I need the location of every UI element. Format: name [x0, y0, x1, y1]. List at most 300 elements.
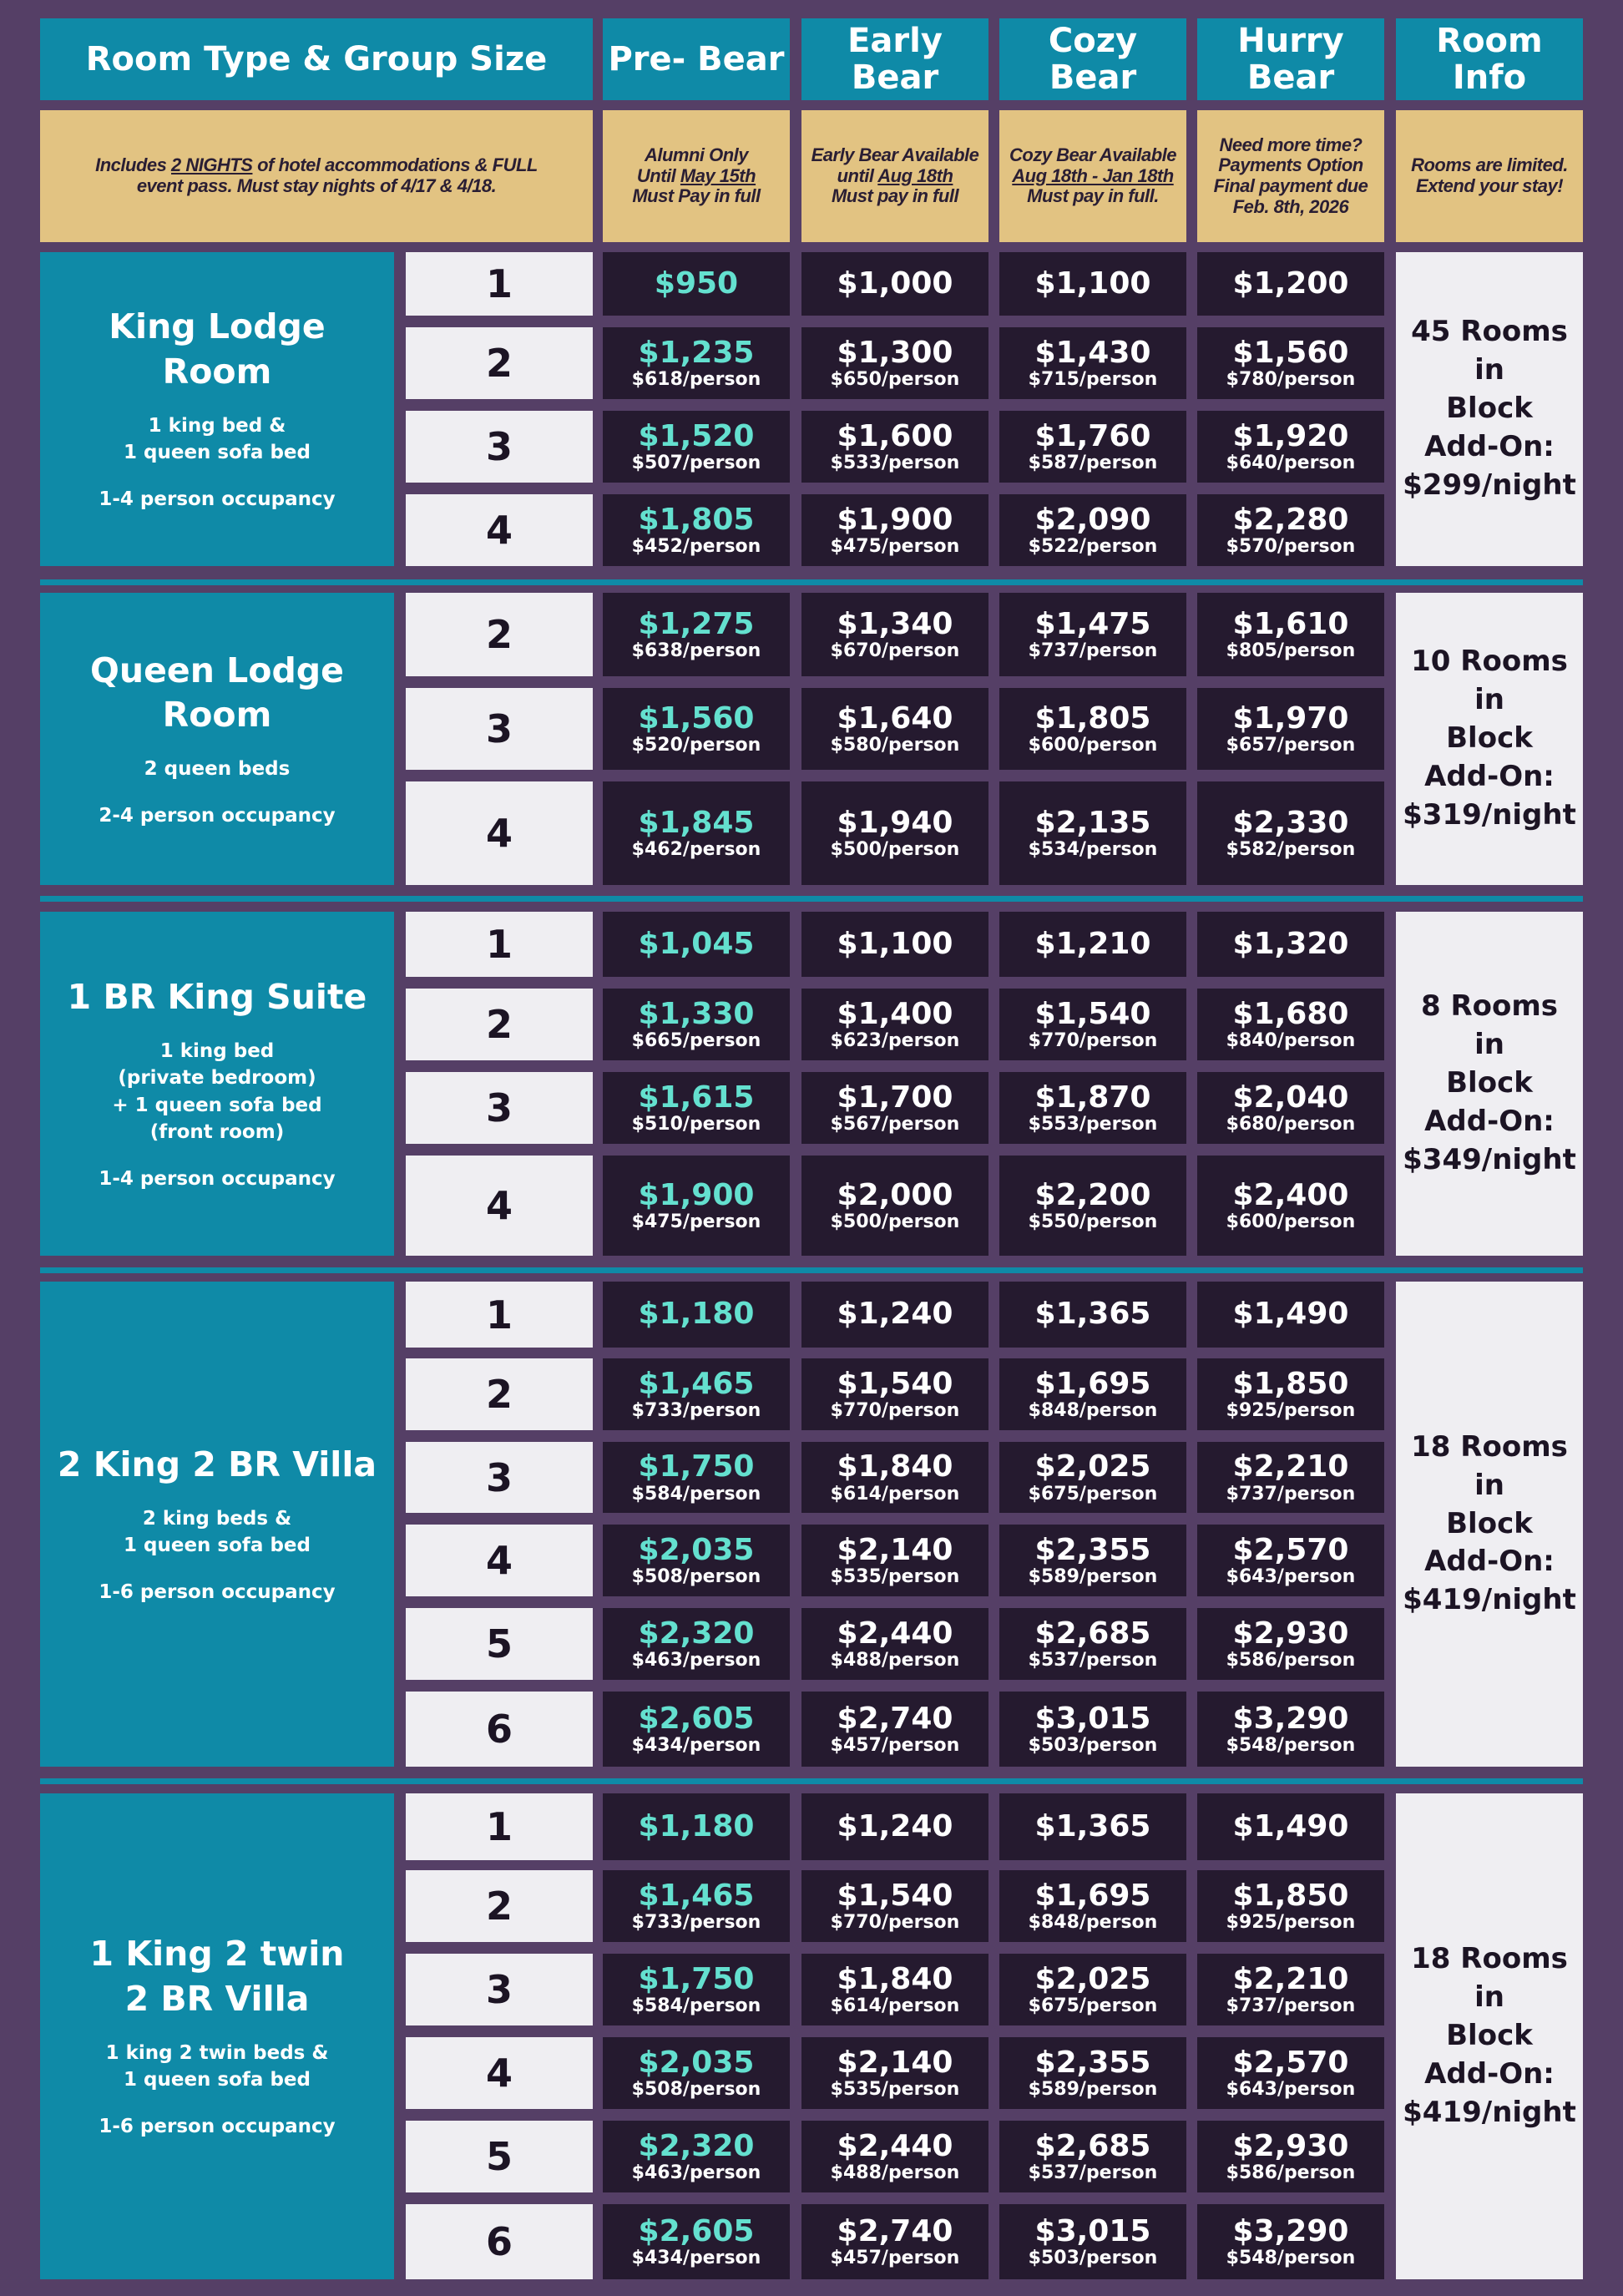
section-divider — [40, 896, 1583, 902]
price-total: $1,540 — [1034, 996, 1151, 1031]
note-text: Must pay in full — [831, 185, 959, 207]
price-total: $2,210 — [1232, 1449, 1349, 1484]
price-cell — [1197, 2121, 1384, 2192]
price-cell — [603, 494, 790, 566]
group-size-cell — [406, 494, 593, 566]
price-total: $2,035 — [638, 1532, 755, 1567]
price-cell — [801, 252, 988, 316]
note-text: Aug 18th — [877, 164, 953, 186]
room-info-cell — [1396, 912, 1583, 1256]
price-per-person: $500/person — [830, 1211, 960, 1233]
price-cell — [801, 1692, 988, 1767]
room-info-line: Block — [1446, 2019, 1533, 2053]
price-per-person: $589/person — [1028, 2079, 1158, 2101]
price-cell — [999, 688, 1186, 770]
group-size-cell — [406, 989, 593, 1060]
price-cell — [999, 1608, 1186, 1680]
tier-note-line — [1012, 166, 1173, 187]
price-cell — [603, 1072, 790, 1144]
price-total: $1,235 — [638, 335, 755, 370]
price-cell — [1197, 781, 1384, 885]
header-room-info-label: Room Info — [1436, 22, 1543, 97]
group-size-value: 4 — [485, 1183, 513, 1228]
header-tier — [1197, 18, 1384, 100]
price-cell — [1197, 1793, 1384, 1860]
price-per-person: $457/person — [830, 1735, 960, 1757]
price-cell — [603, 411, 790, 483]
tier-note — [603, 110, 790, 242]
price-total: $1,970 — [1232, 700, 1349, 736]
price-total: $3,015 — [1034, 1701, 1151, 1736]
price-cell — [1197, 1072, 1384, 1144]
price-total: $3,290 — [1232, 1701, 1349, 1736]
price-per-person: $640/person — [1226, 453, 1356, 474]
price-total: $1,850 — [1232, 1366, 1349, 1401]
section-divider — [40, 1267, 1583, 1273]
room-type-cell — [40, 252, 394, 566]
price-cell — [801, 1525, 988, 1596]
tier-note-line — [1218, 155, 1363, 176]
room-description-line: + 1 queen sofa bed — [112, 1094, 322, 1116]
room-description-line: 1 king bed & — [148, 415, 286, 437]
group-size-value: 5 — [485, 1621, 513, 1666]
room-description-line: 1 king 2 twin beds & — [105, 2042, 329, 2065]
price-total: $2,440 — [837, 2128, 953, 2163]
price-total: $2,135 — [1034, 805, 1151, 840]
room-info-line: Block — [1446, 392, 1533, 426]
price-cell — [999, 1156, 1186, 1256]
price-per-person: $586/person — [1226, 1650, 1356, 1671]
group-size-cell — [406, 1072, 593, 1144]
includes-note-line — [137, 176, 496, 197]
price-total: $3,015 — [1034, 2213, 1151, 2248]
group-size-cell — [406, 593, 593, 676]
price-per-person: $643/person — [1226, 2079, 1356, 2101]
room-description-line: 1 queen sofa bed — [124, 1535, 311, 1557]
tier-note-line — [1009, 145, 1176, 166]
price-total: $2,320 — [638, 1616, 755, 1651]
group-size-value: 1 — [485, 1292, 513, 1338]
price-total: $1,845 — [638, 805, 755, 840]
price-per-person: $452/person — [631, 536, 761, 558]
price-per-person: $600/person — [1226, 1211, 1356, 1233]
price-total: $2,930 — [1232, 1616, 1349, 1651]
price-cell — [603, 593, 790, 676]
price-cell — [603, 2037, 790, 2109]
price-total: $2,605 — [638, 1701, 755, 1736]
tier-note-line — [1220, 135, 1363, 156]
price-cell — [999, 989, 1186, 1060]
price-per-person: $584/person — [631, 1995, 761, 2017]
price-cell — [603, 2204, 790, 2279]
price-per-person: $589/person — [1028, 1566, 1158, 1588]
price-cell — [801, 593, 988, 676]
price-per-person: $510/person — [631, 1114, 761, 1135]
price-cell — [999, 912, 1186, 977]
room-description — [112, 1038, 321, 1145]
price-cell — [603, 688, 790, 770]
price-per-person: $507/person — [631, 453, 761, 474]
room-info-line: Add-On: — [1424, 1545, 1555, 1579]
price-per-person: $675/person — [1028, 1995, 1158, 2017]
room-info-line: Add-On: — [1424, 1104, 1555, 1138]
price-total: $2,000 — [837, 1177, 953, 1212]
price-total: $2,400 — [1232, 1177, 1349, 1212]
price-total: $1,330 — [638, 996, 755, 1031]
price-total: $2,685 — [1034, 2128, 1151, 2163]
price-total: $1,540 — [837, 1366, 953, 1401]
room-info-cell — [1396, 1282, 1583, 1767]
price-cell — [1197, 494, 1384, 566]
price-cell — [801, 2037, 988, 2109]
price-per-person: $475/person — [830, 536, 960, 558]
price-per-person: $457/person — [830, 2248, 960, 2269]
price-total: $1,920 — [1232, 418, 1349, 453]
room-occupancy: 2-4 person occupancy — [99, 805, 336, 827]
room-description-line: 1 king bed — [159, 1040, 275, 1063]
price-total: $1,700 — [837, 1080, 953, 1115]
note-text: Extend your stay! — [1415, 175, 1564, 196]
room-type-cell — [40, 1282, 394, 1767]
price-per-person: $737/person — [1028, 640, 1158, 662]
price-total: $1,615 — [638, 1080, 755, 1115]
room-info-note — [1396, 110, 1583, 242]
price-per-person: $550/person — [1028, 1211, 1158, 1233]
price-per-person: $584/person — [631, 1483, 761, 1505]
price-per-person: $586/person — [1226, 2162, 1356, 2184]
price-per-person: $680/person — [1226, 1114, 1356, 1135]
price-total: $950 — [654, 266, 739, 301]
price-cell — [801, 912, 988, 977]
price-cell — [603, 1282, 790, 1348]
price-per-person: $848/person — [1028, 1912, 1158, 1934]
price-cell — [999, 2121, 1186, 2192]
price-total: $1,640 — [837, 700, 953, 736]
price-total: $2,200 — [1034, 1177, 1151, 1212]
price-total: $1,240 — [837, 1297, 953, 1332]
price-per-person: $533/person — [830, 453, 960, 474]
room-info-line: Add-On: — [1424, 2056, 1555, 2091]
header-tier — [603, 18, 790, 100]
group-size-cell — [406, 252, 593, 316]
price-total: $1,400 — [837, 996, 953, 1031]
room-description — [124, 1505, 311, 1559]
room-occupancy: 1-6 person occupancy — [99, 1581, 336, 1604]
price-total: $2,330 — [1232, 805, 1349, 840]
price-per-person: $520/person — [631, 735, 761, 756]
price-total: $1,750 — [638, 1961, 755, 1996]
price-cell — [801, 1870, 988, 1942]
price-total: $1,805 — [638, 502, 755, 537]
price-cell — [1197, 2037, 1384, 2109]
price-cell — [801, 1442, 988, 1513]
group-size-cell — [406, 781, 593, 885]
price-per-person: $848/person — [1028, 1400, 1158, 1422]
price-total: $1,850 — [1232, 1878, 1349, 1913]
price-per-person: $535/person — [830, 2079, 960, 2101]
price-per-person: $715/person — [1028, 369, 1158, 391]
note-text: Cozy Bear Available — [1009, 144, 1176, 166]
price-total: $1,840 — [837, 1961, 953, 1996]
room-description — [124, 412, 311, 466]
note-text: of hotel accommodations & FULL — [252, 154, 538, 176]
price-total: $1,680 — [1232, 996, 1349, 1031]
room-info-line: $319/night — [1403, 797, 1576, 832]
price-per-person: $522/person — [1028, 536, 1158, 558]
group-size-cell — [406, 1525, 593, 1596]
price-total: $2,025 — [1034, 1961, 1151, 1996]
price-per-person: $463/person — [631, 2162, 761, 2184]
price-cell — [1197, 688, 1384, 770]
price-total: $2,740 — [837, 2213, 953, 2248]
price-total: $2,210 — [1232, 1961, 1349, 1996]
price-per-person: $737/person — [1226, 1483, 1356, 1505]
price-cell — [999, 1870, 1186, 1942]
room-type-cell — [40, 1793, 394, 2279]
price-per-person: $463/person — [631, 1650, 761, 1671]
price-cell — [1197, 1156, 1384, 1256]
group-size-value: 3 — [485, 1454, 513, 1500]
room-info-cell — [1396, 252, 1583, 566]
room-name-line: 2 BR Villa — [124, 1978, 310, 2019]
price-per-person: $675/person — [1028, 1483, 1158, 1505]
price-total: $2,280 — [1232, 502, 1349, 537]
price-total: $1,760 — [1034, 418, 1151, 453]
price-per-person: $770/person — [830, 1400, 960, 1422]
price-total: $2,040 — [1232, 1080, 1349, 1115]
room-info-line: 18 Rooms in — [1411, 1942, 1568, 2015]
room-name-line: King Lodge — [109, 306, 326, 347]
group-size-value: 4 — [485, 2051, 513, 2096]
price-per-person: $535/person — [830, 1566, 960, 1588]
price-cell — [999, 1793, 1186, 1860]
price-cell — [1197, 2204, 1384, 2279]
room-description-line: 2 king beds & — [142, 1507, 292, 1530]
price-total: $1,940 — [837, 805, 953, 840]
price-per-person: $623/person — [830, 1030, 960, 1052]
price-cell — [603, 2121, 790, 2192]
price-per-person: $548/person — [1226, 2248, 1356, 2269]
price-per-person: $508/person — [631, 2079, 761, 2101]
price-cell — [801, 1072, 988, 1144]
price-per-person: $650/person — [830, 369, 960, 391]
note-text: Payments Option — [1218, 154, 1363, 176]
price-per-person: $553/person — [1028, 1114, 1158, 1135]
price-per-person: $614/person — [830, 1483, 960, 1505]
header-tier-label: Hurry Bear — [1237, 22, 1344, 97]
room-info-line: Block — [1446, 721, 1533, 756]
price-cell — [1197, 1442, 1384, 1513]
price-per-person: $840/person — [1226, 1030, 1356, 1052]
group-size-value: 2 — [485, 612, 513, 657]
price-cell — [603, 1156, 790, 1256]
price-total: $2,930 — [1232, 2128, 1349, 2163]
price-cell — [999, 252, 1186, 316]
price-total: $1,100 — [1034, 266, 1151, 301]
room-name-line: 1 King 2 twin — [89, 1934, 345, 1975]
note-text: May 15th — [680, 164, 756, 186]
room-info-line: $299/night — [1403, 468, 1576, 502]
section-divider — [40, 1778, 1583, 1784]
price-per-person: $618/person — [631, 369, 761, 391]
price-total: $1,600 — [837, 418, 953, 453]
price-per-person: $570/person — [1226, 536, 1356, 558]
group-size-cell — [406, 912, 593, 977]
group-size-value: 4 — [485, 811, 513, 856]
room-info-note-line — [1416, 176, 1563, 197]
price-cell — [999, 781, 1186, 885]
tier-note-line — [837, 166, 953, 187]
price-cell — [801, 688, 988, 770]
room-info-line: 8 Rooms in — [1420, 989, 1559, 1062]
price-cell — [603, 252, 790, 316]
price-total: $1,045 — [638, 926, 755, 961]
room-info-line: Block — [1446, 1506, 1533, 1540]
price-total: $2,685 — [1034, 1616, 1151, 1651]
note-text: until — [837, 164, 878, 186]
price-cell — [603, 1358, 790, 1430]
header-room-type-label: Room Type & Group Size — [85, 40, 548, 78]
room-info-line: $419/night — [1403, 1583, 1576, 1617]
note-text: Must Pay in full — [632, 185, 761, 207]
price-cell — [1197, 593, 1384, 676]
room-name-line: 2 King 2 BR Villa — [57, 1444, 377, 1484]
note-text: Alumni Only — [644, 144, 749, 166]
group-size-value: 2 — [485, 341, 513, 386]
price-per-person: $582/person — [1226, 839, 1356, 861]
group-size-cell — [406, 2037, 593, 2109]
price-total: $1,365 — [1034, 1297, 1151, 1332]
room-info-line: $419/night — [1403, 2095, 1576, 2129]
room-info-line: Add-On: — [1424, 429, 1555, 463]
room-name — [68, 975, 367, 1019]
header-tier-label: Early Bear — [847, 22, 943, 97]
group-size-cell — [406, 1793, 593, 1860]
price-cell — [999, 1442, 1186, 1513]
price-cell — [999, 2204, 1186, 2279]
price-per-person: $475/person — [631, 1211, 761, 1233]
price-cell — [999, 494, 1186, 566]
price-cell — [603, 327, 790, 399]
room-name — [58, 1443, 377, 1487]
room-occupancy: 1-4 person occupancy — [99, 1167, 336, 1190]
price-total: $3,290 — [1232, 2213, 1349, 2248]
group-size-cell — [406, 2121, 593, 2192]
price-total: $1,240 — [837, 1808, 953, 1843]
group-size-value: 3 — [485, 1085, 513, 1130]
price-per-person: $925/person — [1226, 1912, 1356, 1934]
room-info-note-line — [1411, 155, 1568, 176]
price-cell — [801, 1608, 988, 1680]
price-cell — [1197, 1692, 1384, 1767]
price-total: $1,520 — [638, 418, 755, 453]
group-size-cell — [406, 1282, 593, 1348]
price-total: $1,475 — [1034, 606, 1151, 641]
note-text: event pass. Must stay nights of 4/17 & 4/18. — [136, 175, 497, 196]
price-cell — [603, 1870, 790, 1942]
group-size-cell — [406, 688, 593, 770]
room-info-line: Add-On: — [1424, 759, 1555, 793]
group-size-value: 4 — [485, 1538, 513, 1583]
includes-note — [40, 110, 593, 242]
price-per-person: $770/person — [1028, 1030, 1158, 1052]
price-total: $1,180 — [638, 1808, 755, 1843]
header-room-info — [1396, 18, 1583, 100]
price-cell — [1197, 1358, 1384, 1430]
price-total: $2,355 — [1034, 2045, 1151, 2080]
room-description-line: (front room) — [149, 1120, 285, 1143]
group-size-value: 1 — [485, 261, 513, 306]
price-cell — [999, 593, 1186, 676]
price-total: $1,210 — [1034, 926, 1151, 961]
price-per-person: $537/person — [1028, 2162, 1158, 2184]
group-size-cell — [406, 411, 593, 483]
group-size-value: 1 — [485, 1804, 513, 1849]
price-cell — [1197, 912, 1384, 977]
price-per-person: $733/person — [631, 1400, 761, 1422]
tier-note-line — [832, 186, 958, 207]
price-cell — [603, 1793, 790, 1860]
room-description-line: 1 queen sofa bed — [124, 442, 311, 464]
room-name-line: Room — [162, 351, 272, 392]
price-total: $1,365 — [1034, 1808, 1151, 1843]
note-text: Feb. 8th, 2026 — [1232, 195, 1349, 217]
group-size-cell — [406, 1358, 593, 1430]
price-total: $2,355 — [1034, 1532, 1151, 1567]
room-description-line: (private bedroom) — [118, 1067, 316, 1090]
room-name — [90, 1932, 345, 2021]
room-description — [144, 756, 291, 782]
price-total: $1,610 — [1232, 606, 1349, 641]
price-per-person: $587/person — [1028, 453, 1158, 474]
room-occupancy: 1-6 person occupancy — [99, 2116, 336, 2138]
note-text: Includes — [95, 154, 171, 176]
room-name-line: 1 BR King Suite — [67, 976, 367, 1017]
room-type-cell — [40, 912, 394, 1256]
group-size-value: 3 — [485, 424, 513, 469]
note-text: 2 NIGHTS — [170, 154, 253, 176]
group-size-value: 2 — [485, 1372, 513, 1417]
price-per-person: $567/person — [830, 1114, 960, 1135]
price-per-person: $488/person — [830, 2162, 960, 2184]
price-total: $1,340 — [837, 606, 953, 641]
group-size-value: 6 — [485, 1707, 513, 1752]
price-per-person: $657/person — [1226, 735, 1356, 756]
tier-note — [999, 110, 1186, 242]
price-total: $1,300 — [837, 335, 953, 370]
price-cell — [1197, 1954, 1384, 2025]
header-tier — [801, 18, 988, 100]
price-total: $1,490 — [1232, 1297, 1349, 1332]
tier-note — [1197, 110, 1384, 242]
price-cell — [1197, 1608, 1384, 1680]
price-cell — [603, 1442, 790, 1513]
price-cell — [603, 1692, 790, 1767]
group-size-cell — [406, 1156, 593, 1256]
price-total: $2,570 — [1232, 2045, 1349, 2080]
header-tier-label: Pre- Bear — [608, 40, 785, 78]
room-info-line: 18 Rooms in — [1411, 1429, 1568, 1502]
price-total: $1,750 — [638, 1449, 755, 1484]
price-total: $1,320 — [1232, 926, 1349, 961]
price-per-person: $537/person — [1028, 1650, 1158, 1671]
group-size-value: 1 — [485, 922, 513, 967]
price-per-person: $434/person — [631, 2248, 761, 2269]
group-size-value: 2 — [485, 1002, 513, 1047]
room-description — [106, 2040, 329, 2093]
price-total: $1,560 — [1232, 335, 1349, 370]
note-text: Rooms are limited. — [1411, 154, 1568, 176]
